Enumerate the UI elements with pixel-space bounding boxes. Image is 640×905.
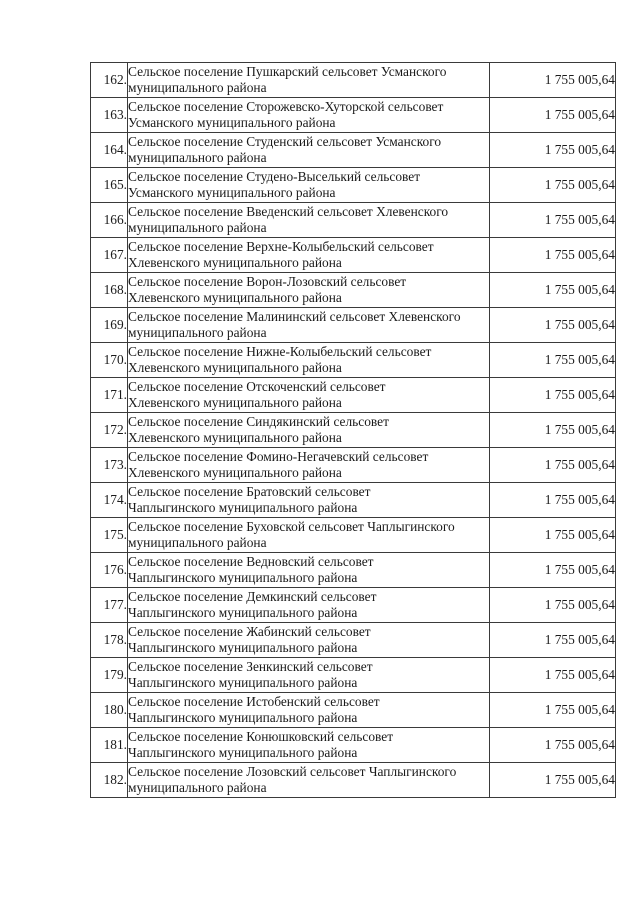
row-number: 182. — [91, 763, 128, 798]
settlement-name — [128, 98, 490, 133]
settlement-name-line: Сельское поселение Верхне-Колыбельский сельсовет — [128, 239, 434, 254]
allocation-amount: 1 755 005,64 — [490, 343, 616, 378]
settlement-name — [128, 203, 490, 238]
row-number: 175. — [91, 518, 128, 553]
row-number: 163. — [91, 98, 128, 133]
allocation-amount: 1 755 005,64 — [490, 308, 616, 343]
table-row — [91, 343, 616, 378]
settlement-name — [128, 378, 490, 413]
allocation-amount: 1 755 005,64 — [490, 693, 616, 728]
table-body — [91, 63, 616, 798]
settlement-name — [128, 168, 490, 203]
table-row — [91, 483, 616, 518]
allocation-amount: 1 755 005,64 — [490, 168, 616, 203]
settlement-name — [128, 413, 490, 448]
settlement-name-line: Чаплыгинского муниципального района — [128, 605, 358, 620]
table-row — [91, 693, 616, 728]
row-number: 172. — [91, 413, 128, 448]
settlement-name — [128, 63, 490, 98]
allocation-table — [90, 62, 616, 798]
row-number: 170. — [91, 343, 128, 378]
settlement-name-line: Чаплыгинского муниципального района — [128, 745, 358, 760]
settlement-name-line: Хлевенского муниципального района — [128, 395, 342, 410]
table-row — [91, 203, 616, 238]
allocation-amount: 1 755 005,64 — [490, 133, 616, 168]
row-number: 162. — [91, 63, 128, 98]
settlement-name — [128, 763, 490, 798]
settlement-name-line: Чаплыгинского муниципального района — [128, 640, 358, 655]
settlement-name-line: Сельское поселение Истобенский сельсовет — [128, 694, 380, 709]
settlement-name-line: муниципального района — [128, 80, 267, 95]
table-row — [91, 63, 616, 98]
settlement-name-line: Сельское поселение Ведновский сельсовет — [128, 554, 374, 569]
settlement-name-line: Хлевенского муниципального района — [128, 360, 342, 375]
settlement-name-line: Чаплыгинского муниципального района — [128, 570, 358, 585]
allocation-amount: 1 755 005,64 — [490, 238, 616, 273]
settlement-name — [128, 658, 490, 693]
settlement-name — [128, 728, 490, 763]
settlement-name-line: Сельское поселение Студено-Выселький сельсовет — [128, 169, 421, 184]
settlement-name-line: Сельское поселение Ворон-Лозовский сельсовет — [128, 274, 407, 289]
allocation-amount: 1 755 005,64 — [490, 98, 616, 133]
allocation-amount: 1 755 005,64 — [490, 728, 616, 763]
settlement-name — [128, 518, 490, 553]
settlement-name-line: Сельское поселение Зенкинский сельсовет — [128, 659, 373, 674]
settlement-name — [128, 273, 490, 308]
row-number: 167. — [91, 238, 128, 273]
settlement-name-line: Сельское поселение Буховской сельсовет Чаплыгинского — [128, 519, 455, 534]
row-number: 174. — [91, 483, 128, 518]
row-number: 165. — [91, 168, 128, 203]
allocation-amount: 1 755 005,64 — [490, 658, 616, 693]
settlement-name-line: муниципального района — [128, 325, 267, 340]
row-number: 180. — [91, 693, 128, 728]
settlement-name-line: Сельское поселение Сторожевско-Хуторской сельсовет — [128, 99, 444, 114]
row-number: 178. — [91, 623, 128, 658]
settlement-name-line: Сельское поселение Жабинский сельсовет — [128, 624, 371, 639]
table-row — [91, 238, 616, 273]
settlement-name-line: Сельское поселение Пушкарский сельсовет Усманского — [128, 64, 447, 79]
allocation-amount: 1 755 005,64 — [490, 413, 616, 448]
table-row — [91, 98, 616, 133]
settlement-name-line: Чаплыгинского муниципального района — [128, 710, 358, 725]
settlement-name-line: Усманского муниципального района — [128, 185, 336, 200]
row-number: 179. — [91, 658, 128, 693]
settlement-name — [128, 483, 490, 518]
table-row — [91, 273, 616, 308]
settlement-name-line: Хлевенского муниципального района — [128, 255, 342, 270]
table-row — [91, 553, 616, 588]
settlement-name-line: Сельское поселение Конюшковский сельсовет — [128, 729, 394, 744]
settlement-name-line: Чаплыгинского муниципального района — [128, 500, 358, 515]
allocation-amount: 1 755 005,64 — [490, 553, 616, 588]
settlement-name-line: Сельское поселение Синдякинский сельсовет — [128, 414, 389, 429]
allocation-amount: 1 755 005,64 — [490, 378, 616, 413]
row-number: 169. — [91, 308, 128, 343]
table-row — [91, 518, 616, 553]
settlement-name — [128, 623, 490, 658]
table-row — [91, 413, 616, 448]
settlement-name — [128, 553, 490, 588]
table-row — [91, 378, 616, 413]
settlement-name-line: Усманского муниципального района — [128, 115, 336, 130]
table-row — [91, 168, 616, 203]
table-row — [91, 658, 616, 693]
settlement-name — [128, 448, 490, 483]
settlement-name — [128, 308, 490, 343]
allocation-amount: 1 755 005,64 — [490, 483, 616, 518]
row-number: 166. — [91, 203, 128, 238]
settlement-name-line: Сельское поселение Братовский сельсовет — [128, 484, 371, 499]
settlement-name — [128, 693, 490, 728]
settlement-name-line: муниципального района — [128, 220, 267, 235]
table-row — [91, 133, 616, 168]
settlement-name-line: муниципального района — [128, 780, 267, 795]
allocation-amount: 1 755 005,64 — [490, 588, 616, 623]
allocation-amount: 1 755 005,64 — [490, 203, 616, 238]
settlement-name-line: Хлевенского муниципального района — [128, 290, 342, 305]
settlement-name-line: Сельское поселение Отскоченский сельсовет — [128, 379, 386, 394]
settlement-name-line: Хлевенского муниципального района — [128, 465, 342, 480]
document-page — [90, 62, 615, 798]
row-number: 173. — [91, 448, 128, 483]
allocation-amount: 1 755 005,64 — [490, 763, 616, 798]
settlement-name-line: Сельское поселение Студенский сельсовет Усманского — [128, 134, 442, 149]
allocation-amount: 1 755 005,64 — [490, 273, 616, 308]
table-row — [91, 623, 616, 658]
settlement-name — [128, 343, 490, 378]
row-number: 181. — [91, 728, 128, 763]
settlement-name-line: Сельское поселение Нижне-Колыбельский сельсовет — [128, 344, 432, 359]
row-number: 171. — [91, 378, 128, 413]
row-number: 176. — [91, 553, 128, 588]
row-number: 177. — [91, 588, 128, 623]
settlement-name — [128, 238, 490, 273]
settlement-name — [128, 588, 490, 623]
table-row — [91, 588, 616, 623]
settlement-name-line: Хлевенского муниципального района — [128, 430, 342, 445]
settlement-name-line: Чаплыгинского муниципального района — [128, 675, 358, 690]
settlement-name-line: муниципального района — [128, 150, 267, 165]
settlement-name-line: Сельское поселение Фомино-Негачевский сельсовет — [128, 449, 429, 464]
allocation-amount: 1 755 005,64 — [490, 63, 616, 98]
settlement-name — [128, 133, 490, 168]
table-row — [91, 448, 616, 483]
settlement-name-line: Сельское поселение Введенский сельсовет Хлевенского — [128, 204, 449, 219]
settlement-name-line: Сельское поселение Лозовский сельсовет Чаплыгинского — [128, 764, 457, 779]
table-row — [91, 763, 616, 798]
table-row — [91, 728, 616, 763]
row-number: 168. — [91, 273, 128, 308]
table-row — [91, 308, 616, 343]
settlement-name-line: Сельское поселение Демкинский сельсовет — [128, 589, 377, 604]
allocation-amount: 1 755 005,64 — [490, 448, 616, 483]
allocation-amount: 1 755 005,64 — [490, 518, 616, 553]
settlement-name-line: Сельское поселение Малининский сельсовет Хлевенского — [128, 309, 461, 324]
settlement-name-line: муниципального района — [128, 535, 267, 550]
allocation-amount: 1 755 005,64 — [490, 623, 616, 658]
row-number: 164. — [91, 133, 128, 168]
